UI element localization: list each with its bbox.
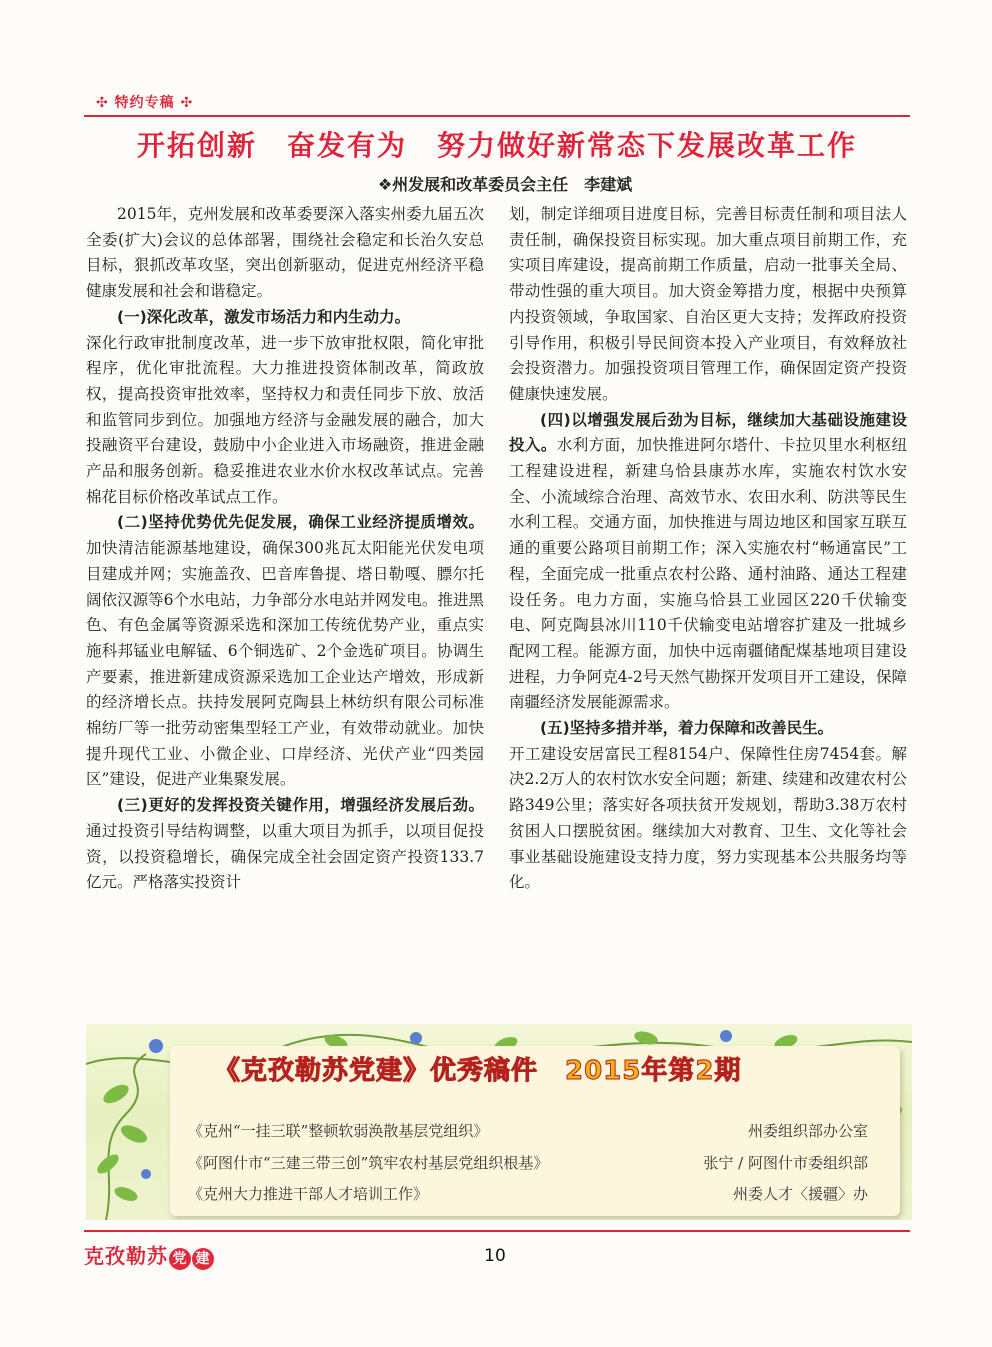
section-3-text-a: 通过投资引导结构调整，以重大项目为抓手，以项目促投资，以投资稳增长，确保完成全社会固定资产投资133.7亿元。严格落实投资计 — [86, 821, 484, 892]
section-3-heading: (三)更好的发挥投资关键作用，增强经济发展后劲。 — [117, 796, 484, 815]
page-number: 10 — [484, 1246, 506, 1266]
intro-paragraph: 2015年，克州发展和改革委要深入落实州委九届五次全委(扩大)会议的总体部署，围绕社会稳定和长治久安总目标，狠抓改革攻坚，突出创新驱动，促进克州经济平稳健康发展和社会和谐稳定。 — [86, 205, 484, 301]
footer-divider — [84, 1230, 910, 1232]
featured-article-title[interactable]: 《克州“一挂三联”整顿软弱涣散基层党组织》 — [188, 1122, 489, 1140]
magazine-logo — [84, 1240, 214, 1270]
section-2-heading: (二)坚持优势优先促发展，确保工业经济提质增效。 — [117, 513, 484, 532]
section-4-heading: (四)以增强发展后劲为目标，继续加大基础设施建设投入。 — [509, 410, 907, 455]
article-column-left — [86, 202, 484, 896]
section-3 — [86, 793, 484, 896]
featured-article-author: 州委人才〈援疆〉办 — [732, 1185, 868, 1203]
logo-dot: 建 — [192, 1248, 214, 1270]
section-1-text: 深化行政审批制度改革，进一步下放审批权限，简化审批程序，优化审批流程。大力推进投资体制改革，简政放权，提高投资审批效率，坚持权力和责任同步下放、放活和监管同步到位。加强地方经济与金融发展的融合，加大投融资平台建设，鼓励中小企业进入市场融资，推进金融产品和服务创新。稳妥推进农业水价水权改革试点。完善棉花目标价格改革试点工作。 — [86, 333, 484, 506]
featured-article-row[interactable] — [188, 1182, 868, 1206]
section-tag: ✣ 特约专稿 ✣ — [96, 95, 194, 111]
section-3-text-b: 划，制定详细项目进度目标，完善目标责任制和项目法人责任制，确保投资目标实现。加大重点项目前期工作，充实项目库建设，提高前期工作质量，启动一批事关全局、带动性强的重大项目。加大资金筹措力度，根据中央预算内投资领域，争取国家、自治区更大支持；发挥政府投资引导作用，积极引导民间资本投入产业项目，有效释放社会投资潜力。加强投资项目管理工作，确保固定资产投资健康快速发展。 — [509, 205, 907, 403]
header-divider — [84, 115, 910, 117]
article-title: 开拓创新 奋发有为 努力做好新常态下发展改革工作 — [136, 129, 857, 162]
featured-article-author: 州委组织部办公室 — [747, 1122, 868, 1140]
section-2 — [86, 510, 484, 793]
featured-article-title[interactable]: 《阿图什市“三建三带三创”筑牢农村基层党组织根基》 — [188, 1154, 549, 1172]
section-4 — [509, 408, 907, 716]
featured-article-author: 张宁 / 阿图什市委组织部 — [703, 1154, 868, 1172]
banner-title: 《克孜勒苏党建》优秀稿件 2015年第2期 — [214, 1056, 742, 1086]
section-5-heading: (五)坚持多措并举，着力保障和改善民生。 — [540, 719, 834, 738]
featured-article-title[interactable]: 《克州大力推进干部人才培训工作》 — [188, 1185, 429, 1203]
section-1 — [86, 305, 484, 331]
section-4-text: 水利方面，加快推进阿尔塔什、卡拉贝里水利枢纽工程建设进程，新建乌恰县康苏水库，实施农村饮水安全、小流域综合治理、高效节水、农田水利、防洪等民生水利工程。交通方面，加快推进与周边地区和国家互联互通的重要公路项目前期工作；深入实施农村“畅通富民”工程，全面完成一批重点农村公路、通村油路、通达工程建设任务。电力方面，实施乌恰县工业园区220千伏输变电、阿克陶县冰川110千伏输变电站增容扩建及一批城乡配网工程。能源方面，加快中远南疆储配煤基地项目建设进程，力争阿克4-2号天然气勘探开发项目开工建设，保障南疆经济发展能源需求。 — [509, 436, 907, 712]
section-2-text: 加快清洁能源基地建设，确保300兆瓦太阳能光伏发电项目建成并网；实施盖孜、巴音库鲁提、塔日勒嘎、膘尔托阔依汉源等6个水电站，力争部分水电站并网发电。推进黑色、有色金属等资源采选和深加工传统优势产业，重点实施科邦锰业电解锰、6个铜选矿、2个金选矿项目。协调生产要素，推进新建成资源采选加工企业达产增效，形成新的经济增长点。扶持发展阿克陶县上林纺织有限公司标准棉纺厂等一批劳动密集型轻工产业，有效带动就业。加快提升现代工业、小微企业、口岸经济、光伏产业“四类园区”建设，促进产业集聚发展。 — [86, 539, 484, 789]
article-column-right — [509, 202, 907, 896]
section-1-heading: (一)深化改革，激发市场活力和内生动力。 — [117, 307, 411, 326]
section-5-text: 开工建设安居富民工程8154户、保障性住房7454套。解决2.2万人的农村饮水安全问题；新建、续建和改建农村公路349公里；落实好各项扶贫开发规划，帮助3.38万农村贫困人口摆脱贫困。继续加大对教育、卫生、文化等社会事业基础设施建设支持力度，努力实现基本公共服务均等化。 — [509, 744, 907, 892]
featured-article-row[interactable] — [188, 1119, 868, 1143]
featured-article-row[interactable] — [188, 1151, 868, 1175]
logo-dot: 党 — [169, 1248, 191, 1270]
section-5 — [509, 716, 907, 742]
article-byline: ❖州发展和改革委员会主任 李建斌 — [377, 175, 633, 194]
logo-text: 克孜勒苏 — [84, 1244, 168, 1268]
